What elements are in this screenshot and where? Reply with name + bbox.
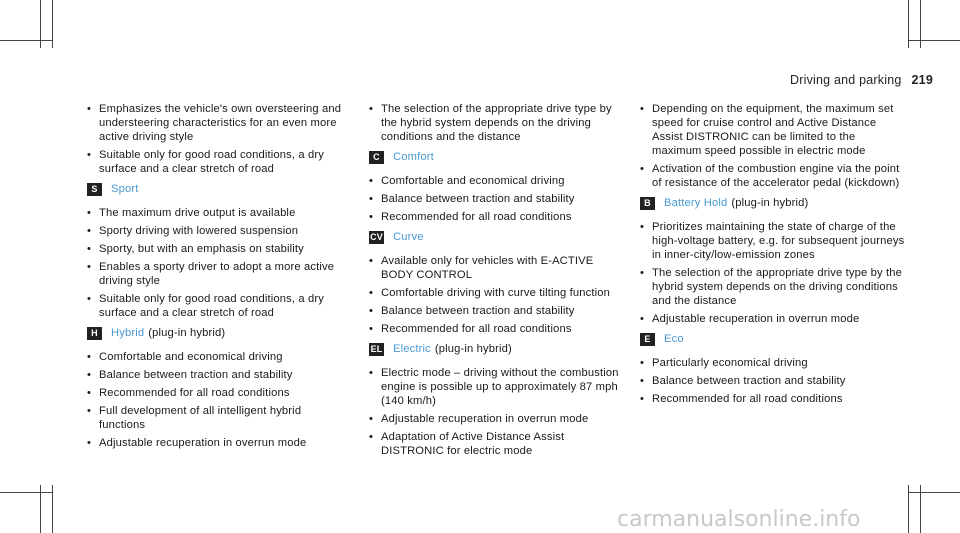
drive-mode-name: Eco (664, 333, 684, 345)
page-number: 219 (911, 73, 933, 87)
drive-mode-name: Comfort (393, 151, 434, 163)
drive-mode-name: Sport (111, 183, 139, 195)
crop-mark (908, 492, 960, 493)
drive-mode-icon: EL (370, 344, 383, 354)
crop-mark (908, 485, 909, 533)
drive-mode-note: (plug-in hybrid) (148, 327, 226, 339)
drive-mode-heading (369, 230, 624, 244)
list-item: • Balance between traction and stability (87, 368, 342, 382)
list-item: • Adjustable recuperation in overrun mode (87, 436, 342, 450)
drive-mode-heading (369, 150, 624, 164)
list-item: • The selection of the appropriate drive type by the hybrid system depends on the driving conditions and the distance (369, 102, 624, 144)
list-item: • Comfortable and economical driving (369, 174, 624, 188)
list-item: • Recommended for all road conditions (640, 392, 905, 406)
list-item: • Comfortable driving with curve tilting function (369, 286, 624, 300)
list-item: • Adaptation of Active Distance Assist DISTRONIC for electric mode (369, 430, 624, 458)
drive-mode-name: Battery Hold (664, 197, 728, 209)
list-item: • The selection of the appropriate drive type by the hybrid system depends on the driving conditions and the distance (640, 266, 905, 308)
drive-mode-heading (640, 332, 905, 346)
list-item: • The maximum drive output is available (87, 206, 342, 220)
list-item: • Balance between traction and stability (369, 192, 624, 206)
drive-mode-name: Electric (393, 343, 431, 355)
drive-mode-name: Hybrid (111, 327, 145, 339)
watermark: carmanualsonline.info (617, 507, 861, 532)
column-2 (369, 102, 624, 462)
list-item: • Electric mode – driving without the combustion engine is possible up to approximately 87 mph (140 km/h) (369, 366, 624, 408)
list-item: • Recommended for all road conditions (369, 210, 624, 224)
list-item: • Sporty driving with lowered suspension (87, 224, 342, 238)
list-item: • Sporty, but with an emphasis on stability (87, 242, 342, 256)
drive-mode-icon: S (87, 183, 102, 196)
drive-mode-icon: C (369, 151, 384, 164)
column-1 (87, 102, 342, 454)
section-title: Driving and parking (790, 73, 902, 87)
list-item: • Particularly economical driving (640, 356, 905, 370)
drive-mode-name: Curve (393, 231, 424, 243)
list-item: • Activation of the combustion engine via the point of resistance of the accelerator pedal (kickdown) (640, 162, 905, 190)
drive-mode-icon: B (640, 197, 655, 210)
page-header (790, 73, 933, 87)
list-item: • Emphasizes the vehicle's own oversteering and understeering characteristics for an even more active driving style (87, 102, 342, 144)
drive-mode-heading (640, 196, 905, 210)
list-item: • Recommended for all road conditions (87, 386, 342, 400)
list-item: • Comfortable and economical driving (87, 350, 342, 364)
crop-mark (0, 492, 52, 493)
drive-mode-heading (87, 326, 342, 340)
list-item: • Adjustable recuperation in overrun mode (369, 412, 624, 426)
drive-mode-heading (87, 182, 342, 196)
list-item: • Balance between traction and stability (369, 304, 624, 318)
drive-mode-heading (369, 342, 624, 356)
list-item: • Adjustable recuperation in overrun mode (640, 312, 905, 326)
list-item: • Available only for vehicles with E-ACTIVE BODY CONTROL (369, 254, 624, 282)
column-3 (640, 102, 905, 410)
drive-mode-icon: CV (370, 232, 383, 242)
list-item: • Balance between traction and stability (640, 374, 905, 388)
list-item: • Recommended for all road conditions (369, 322, 624, 336)
drive-mode-note: (plug-in hybrid) (731, 197, 809, 209)
list-item: • Suitable only for good road conditions, a dry surface and a clear stretch of road (87, 292, 342, 320)
list-item: • Full development of all intelligent hybrid functions (87, 404, 342, 432)
crop-mark (0, 40, 52, 41)
drive-mode-icon: E (640, 333, 655, 346)
crop-mark (908, 0, 909, 48)
list-item: • Enables a sporty driver to adopt a more active driving style (87, 260, 342, 288)
drive-mode-note: (plug-in hybrid) (434, 343, 512, 355)
list-item: • Prioritizes maintaining the state of charge of the high-voltage battery, e.g. for subsequent journeys in inner-city/low-emission zones (640, 220, 905, 262)
crop-mark (908, 40, 960, 41)
crop-mark (52, 485, 53, 533)
list-item: • Suitable only for good road conditions, a dry surface and a clear stretch of road (87, 148, 342, 176)
drive-mode-icon: H (87, 327, 102, 340)
list-item: • Depending on the equipment, the maximum set speed for cruise control and Active Distance Assist DISTRONIC can be limited to the maximum speed possible in electric mode (640, 102, 905, 158)
crop-mark (52, 0, 53, 48)
